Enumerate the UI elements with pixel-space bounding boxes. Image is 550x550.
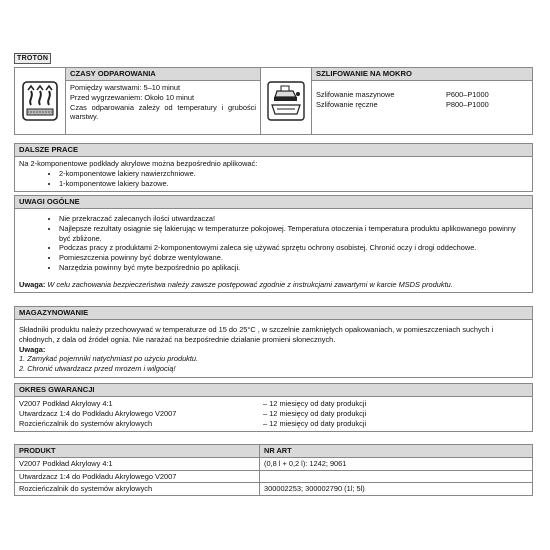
sanding-row <box>316 100 528 110</box>
warranty-product: Utwardzacz 1:4 do Podkładu Akrylowego V2007 <box>19 408 177 418</box>
sanding-machine-icon <box>267 81 305 121</box>
list-item: • 1-komponentowe lakiery bazowe. <box>59 179 528 189</box>
product-art: (0,8 l + 0,2 l): 1242; 9061 <box>260 457 533 470</box>
products-section <box>14 444 533 496</box>
table-row <box>15 470 532 483</box>
warranty-title: OKRES GWARANCJI <box>15 384 532 397</box>
drying-note: Czas odparowania zależy od temperatury i grubości warstwy. <box>70 102 256 122</box>
general-title: UWAGI OGÓLNE <box>15 196 532 209</box>
warranty-section <box>14 383 533 432</box>
warranty-period: – 12 miesięcy od daty produkcji <box>263 418 367 428</box>
warning-label: Uwaga: <box>19 279 46 289</box>
drying-title: CZASY ODPAROWANIA <box>66 68 260 81</box>
drying-line: Przed wygrzewaniem: Około 10 minut <box>70 92 195 102</box>
storage-title: MAGAZYNOWANIE <box>15 307 532 320</box>
col-product-header: PRODUKT <box>15 445 260 457</box>
general-notes-section <box>14 195 533 293</box>
product-art: 300002253; 300002790 (1l; 5l) <box>264 484 365 494</box>
table-row <box>19 419 528 429</box>
warranty-period: – 12 miesięcy od daty produkcji <box>263 399 367 409</box>
sanding-label: Szlifowanie maszynowe <box>316 90 395 100</box>
further-intro: Na 2-komponentowe podkłady akrylowe można bezpośrednio aplikować: <box>19 159 258 169</box>
sanding-icon-cell <box>261 68 312 134</box>
sanding-row <box>316 90 528 100</box>
heat-drying-icon <box>22 81 58 121</box>
table-row <box>15 483 532 495</box>
products-table <box>15 445 532 495</box>
brand-logo: TROTON <box>14 53 51 64</box>
sanding-label: Szlifowanie ręczne <box>316 99 378 109</box>
further-work-section <box>14 143 533 192</box>
warranty-product: Rozcieńczalnik do systemów akrylowych <box>19 418 153 428</box>
list-item: • Nie przekraczać zalecanych ilości utwardzacza! <box>59 214 528 224</box>
warranty-period: – 12 miesięcy od daty produkcji <box>263 408 367 418</box>
warranty-product: V2007 Podkład Akrylowy 4:1 <box>19 399 113 409</box>
list-item: • Podczas pracy z produktami 2-komponentowymi zaleca się używać sprzętu ochrony osobistej. Chronić oczy i drogi oddechowe. <box>59 243 528 253</box>
list-item: • Narzędzia powinny być myte bezpośrednio po aplikacji. <box>59 263 528 273</box>
warning-text: W celu zachowania bezpieczeństwa należy zawsze postępować zgodnie z instrukcjami zawartymi w karcie MSDS produktu. <box>47 279 453 289</box>
sanding-title: SZLIFOWANIE NA MOKRO <box>312 68 532 81</box>
list-item: • 2-komponentowe lakiery nawierzchniowe. <box>59 169 528 179</box>
table-row <box>15 457 532 470</box>
product-name: Rozcieńczalnik do systemów akrylowych <box>15 483 260 495</box>
col-art-header: NR ART <box>260 445 533 457</box>
drying-icon-cell <box>15 68 66 134</box>
table-row <box>19 399 528 409</box>
storage-note: 1. Zamykać pojemniki natychmiast po użyciu produktu. <box>19 354 199 364</box>
list-item: • Pomieszczenia powinny być dobrze wentylowane. <box>59 253 528 263</box>
further-title: DALSZE PRACE <box>15 144 532 157</box>
drying-line: Pomiędzy warstwami: 5–10 minut <box>70 83 181 93</box>
storage-section <box>14 306 533 378</box>
process-section <box>14 67 533 135</box>
list-item: • Najlepsze rezultaty osiągnie się lakierując w temperaturze pokojowej. Temperatura otoczenia i temperatura produktu aplikowanego powinny być zbliżone. <box>59 224 528 244</box>
product-name: Utwardzacz 1:4 do Podkładu Akrylowego V2007 <box>15 470 260 483</box>
product-art <box>260 470 533 483</box>
table-row <box>19 409 528 419</box>
product-name: V2007 Podkład Akrylowy 4:1 <box>15 457 260 470</box>
drying-times <box>66 68 261 134</box>
wet-sanding <box>312 68 532 134</box>
msds-warning <box>19 280 528 290</box>
storage-note: 2. Chronić utwardzacz przed mrozem i wilgocią! <box>19 364 176 374</box>
sanding-value: P600–P1000 <box>446 90 489 100</box>
sanding-value: P800–P1000 <box>446 99 489 109</box>
storage-note-label: Uwaga: <box>19 344 46 354</box>
storage-text: Składniki produktu należy przechowywać w temperaturze od 15 do 25°C , w szczelnie zamkniętych opakowaniach, w pomieszczeniach suchych i chłodnych, z dala od źródeł ognia. Nie narażać na bezpośrednie działanie promieni słonecznych. <box>19 325 494 344</box>
